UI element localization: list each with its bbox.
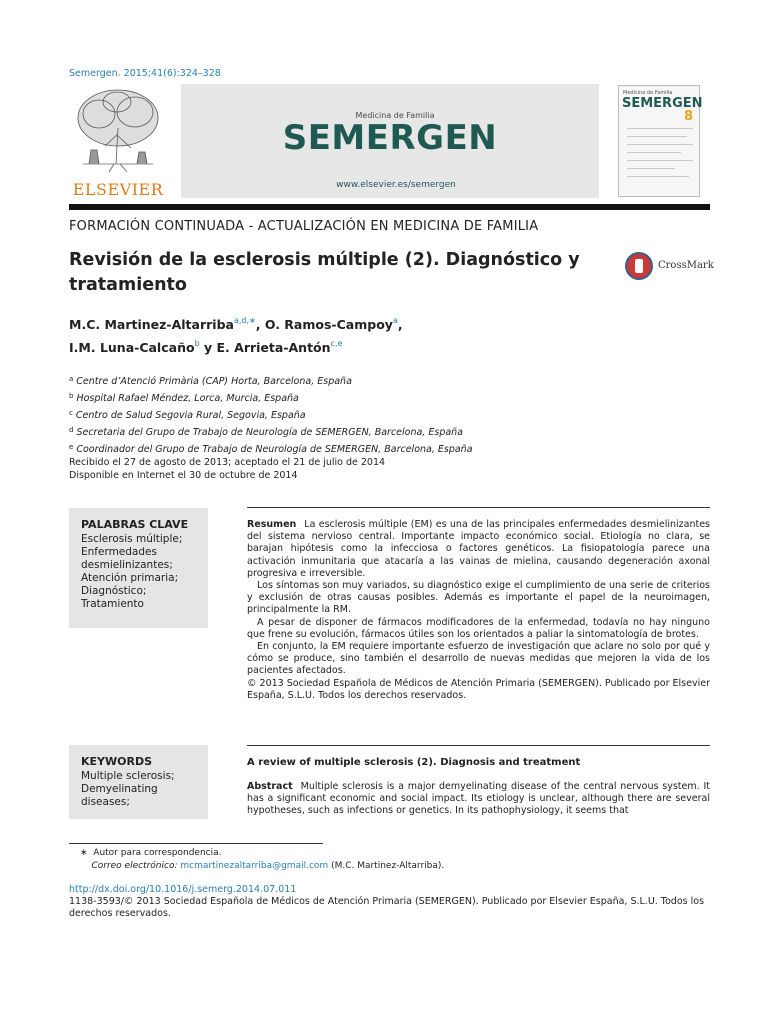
- english-abstract-block: [247, 781, 710, 818]
- article-title: Revisión de la esclerosis múltiple (2). Diagnóstico y tratamiento: [69, 250, 580, 295]
- abstract-rule: [247, 745, 710, 746]
- affiliation-item: [69, 372, 689, 389]
- journal-name: SEMERGEN: [282, 118, 498, 158]
- affiliation-item: [69, 406, 689, 423]
- cover-text-line: [627, 144, 693, 145]
- keyword-item: desmielinizantes;: [81, 559, 173, 571]
- author-affiliation-marker[interactable]: a,d,∗: [233, 316, 256, 325]
- citation-link[interactable]: Semergen. 2015;41(6):324–328: [69, 68, 221, 79]
- elsevier-logo[interactable]: [69, 84, 167, 198]
- footnote-rule: [69, 843, 323, 844]
- affiliation-key: e: [69, 443, 74, 451]
- keywords-es-heading: PALABRAS CLAVE: [81, 518, 189, 531]
- keywords-en-heading: KEYWORDS: [81, 755, 153, 768]
- email-owner: (M.C. Martinez-Altarriba).: [331, 861, 445, 871]
- cover-text-line: [627, 152, 681, 153]
- cover-text-line: [627, 168, 675, 169]
- author-affiliation-marker[interactable]: b: [194, 339, 200, 348]
- keyword-item: Multiple sclerosis;: [81, 770, 175, 782]
- author-list: [69, 311, 629, 357]
- cover-text-line: [627, 160, 693, 161]
- author-name[interactable]: E. Arrieta-Antón: [216, 340, 331, 355]
- copyright-line: 1138-3593/© 2013 Sociedad Española de Médicos de Atención Primaria (SEMERGEN). Publicado por Elsevier España, S.L.U. Todos los derechos reservados.: [69, 896, 705, 919]
- section-label: FORMACIÓN CONTINUADA - ACTUALIZACIÓN EN MEDICINA DE FAMILIA: [69, 219, 539, 234]
- journal-url[interactable]: www.elsevier.es/semergen: [336, 180, 456, 190]
- affiliation-text: Hospital Rafael Méndez, Lorca, Murcia, España: [76, 393, 299, 404]
- crossmark-label: CrossMark: [658, 260, 714, 271]
- online-date: Disponible en Internet el 30 de octubre de 2014: [69, 470, 298, 481]
- correspondence-line: [80, 847, 444, 860]
- affiliation-item: [69, 440, 689, 457]
- header-rule: [69, 204, 710, 210]
- doi-link[interactable]: http://dx.doi.org/10.1016/j.semerg.2014.07.011: [69, 884, 297, 895]
- email-line: [80, 860, 444, 873]
- crossmark-icon: [625, 252, 653, 280]
- resumen-paragraph: Los síntomas son muy variados, su diagnóstico exige el cumplimiento de una serie de criterios y exclusión de otras causas posibles. Además es importante el papel de la neuroimagen, principalmente la RM.: [247, 580, 710, 616]
- journal-banner[interactable]: [181, 84, 599, 198]
- affiliation-text: Coordinador del Grupo de Trabajo de Neurología de SEMERGEN, Barcelona, España: [76, 444, 473, 455]
- tree-icon: [69, 84, 167, 178]
- affiliation-key: d: [69, 426, 74, 434]
- author-separator: ,: [255, 317, 265, 332]
- cover-text-line: [627, 176, 689, 177]
- resumen-paragraph: A pesar de disponer de fármacos modificadores de la enfermedad, todavía no hay ninguno que frene su evolución, fármacos útiles son los orientados a paliar la sintomatología de brotes.: [247, 616, 710, 640]
- affiliation-key: c: [69, 409, 73, 417]
- cover-subtitle: Medicina de Familia: [623, 90, 673, 96]
- resumen-copyright: © 2013 Sociedad Española de Médicos de Atención Primaria (SEMERGEN). Publicado por Elsevier España, S.L.U. Todos los derechos reservados.: [247, 677, 710, 701]
- affiliation-text: Centro de Salud Segovia Rural, Segovia, España: [75, 410, 306, 421]
- author-affiliation-marker[interactable]: a: [392, 316, 398, 325]
- affiliation-text: Secretaria del Grupo de Trabajo de Neurología de SEMERGEN, Barcelona, España: [76, 427, 464, 438]
- abstract-rule: [247, 507, 710, 508]
- email-link[interactable]: mcmartinezaltarriba@gmail.com: [180, 861, 329, 871]
- cover-issue: 8: [683, 109, 693, 124]
- affiliation-item: [69, 423, 689, 440]
- affiliation-key: b: [69, 392, 74, 400]
- keyword-item: Esclerosis múltiple;: [81, 533, 183, 545]
- keywords-en-box: [69, 745, 208, 819]
- article-dates: [69, 456, 385, 482]
- journal-cover-thumbnail[interactable]: [618, 85, 703, 197]
- abstract-text: Multiple sclerosis is a major demyelinating disease of the central nervous system. It has a significant economic and social impact. Its etiology is unclear, although there are several hypotheses, such as infections or genetics. In its pathophysiology, it seems that: [247, 781, 710, 817]
- email-label: Correo electrónico:: [91, 861, 178, 871]
- author-name[interactable]: O. Ramos-Campoy: [264, 317, 393, 332]
- affiliation-text: Centre d’Atenció Primària (CAP) Horta, Barcelona, España: [76, 376, 352, 387]
- english-title: A review of multiple sclerosis (2). Diagnosis and treatment: [247, 757, 581, 768]
- keyword-item: Atención primaria;: [81, 572, 179, 584]
- resumen-text: La esclerosis múltiple (EM) es una de las principales enfermedades desmielinizantes del sistema nervioso central. Importante impacto económico social. Etiología no clara, se barajan hipótesis como la infecciosa o factores genéticos. La fisiopatología parece una activación inmunitaria que atacaría a las vainas de mielina, causando degeneración axonal progresiva e irreversible.: [247, 519, 710, 579]
- resumen-label: Resumen: [247, 519, 297, 530]
- cover-title: SEMERGEN: [622, 96, 703, 111]
- resumen-paragraph: En conjunto, la EM requiere importante esfuerzo de investigación que aclare no solo por qué y cómo se produce, sino también el desarrollo de nuevas medidas que mejoren la vida de los pacientes afectados.: [247, 641, 710, 677]
- keyword-item: Tratamiento: [81, 598, 144, 610]
- affiliation-list: [69, 372, 689, 457]
- author-affiliation-marker[interactable]: c,e: [330, 339, 343, 348]
- author-separator: y: [199, 340, 217, 355]
- keywords-es-box: [69, 508, 208, 628]
- crossmark-badge[interactable]: [625, 252, 715, 280]
- cover-text-line: [627, 128, 693, 129]
- english-abstract-paragraph: [247, 781, 710, 818]
- keyword-item: Enfermedades: [81, 546, 157, 558]
- resumen-block: [247, 519, 710, 702]
- correspondence-footnote: [80, 847, 444, 873]
- affiliation-key: a: [69, 375, 74, 383]
- keyword-item: Demyelinating: [81, 783, 158, 795]
- correspondence-label: Autor para correspondencia.: [93, 848, 222, 858]
- keyword-item: Diagnóstico;: [81, 585, 147, 597]
- received-date: Recibido el 27 de agosto de 2013; aceptado el 21 de julio de 2014: [69, 457, 386, 468]
- affiliation-item: [69, 389, 689, 406]
- author-name[interactable]: I.M. Luna-Calcaño: [69, 340, 195, 355]
- cover-text-line: [627, 136, 687, 137]
- resumen-paragraph: [247, 519, 710, 580]
- footnote-marker: ∗: [80, 848, 88, 858]
- elsevier-wordmark: ELSEVIER: [72, 180, 164, 199]
- author-separator: ,: [397, 317, 403, 332]
- keyword-item: diseases;: [81, 796, 130, 808]
- abstract-label: Abstract: [247, 781, 293, 792]
- journal-subtitle: Medicina de Familia: [355, 111, 435, 120]
- author-name[interactable]: M.C. Martinez-Altarriba: [69, 317, 234, 332]
